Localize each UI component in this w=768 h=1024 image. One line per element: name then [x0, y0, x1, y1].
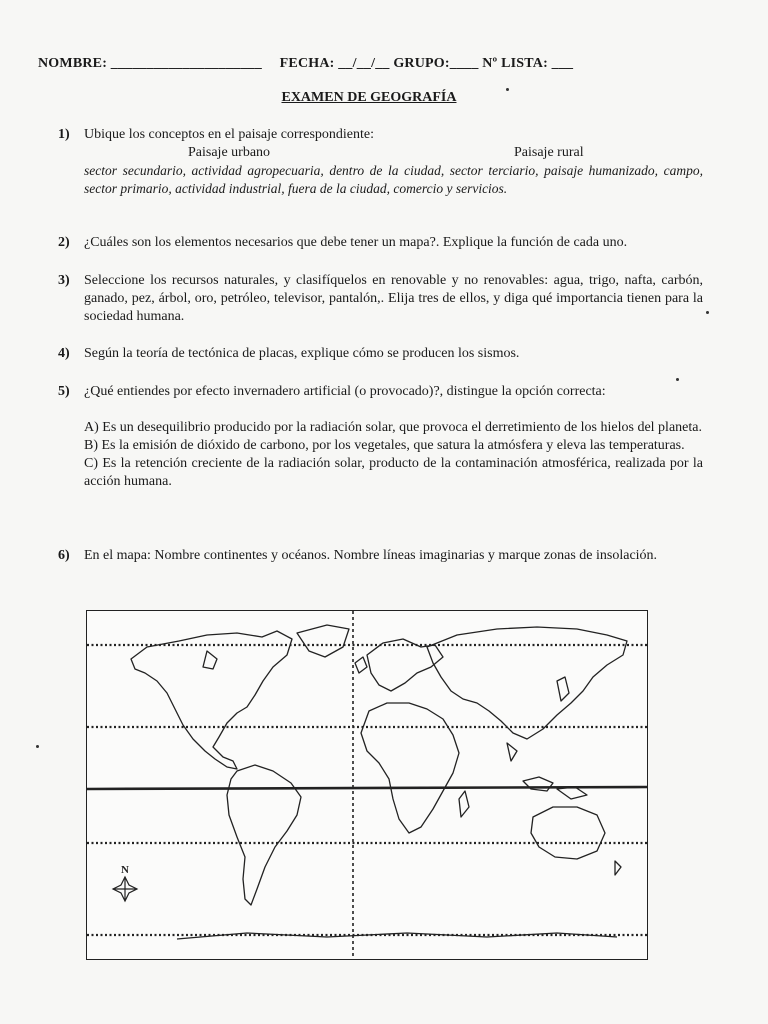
- question-6: [58, 547, 658, 565]
- question-number: 5): [58, 384, 70, 399]
- fecha-field[interactable]: FECHA: __/__/__: [279, 56, 390, 71]
- question-number: 4): [58, 346, 70, 361]
- question-5: [58, 383, 703, 491]
- question-text: Seleccione los recursos naturales, y clasifíquelos en renovable y no renovables: agua, trigo, nafta, carbón, ganado, pez, árbol, oro, petróleo, televisor, pantalón,. Elija tres de ellos, y diga qué importancia tienen para la sociedad humana.: [84, 273, 703, 324]
- label-paisaje-rural: Paisaje rural: [514, 145, 584, 160]
- greenland-outline: [297, 625, 349, 657]
- grupo-field[interactable]: GRUPO:____: [393, 56, 479, 71]
- question-text: En el mapa: Nombre continentes y océanos. Nombre líneas imaginarias y marque zonas de insolación.: [84, 548, 658, 563]
- question-number: 1): [58, 127, 70, 142]
- scan-speck: [706, 311, 709, 314]
- compass-rose-icon: [113, 877, 137, 901]
- world-map-drawing: [87, 611, 647, 959]
- question-number: 6): [58, 548, 70, 563]
- landscape-labels: [84, 144, 703, 162]
- label-paisaje-urbano: Paisaje urbano: [188, 145, 271, 160]
- question-3: [58, 272, 703, 326]
- question-number: 2): [58, 235, 70, 250]
- question-1: [58, 126, 703, 198]
- student-header: [38, 56, 698, 72]
- question-4: [58, 345, 703, 363]
- scan-speck: [506, 88, 509, 91]
- nombre-field[interactable]: NOMBRE: _____________________: [38, 56, 262, 71]
- lista-field[interactable]: Nº LISTA: ___: [482, 56, 574, 71]
- question-text: ¿Qué entiendes por efecto invernadero artificial (o provocado)?, distingue la opción correcta:: [84, 384, 606, 399]
- question-text: Ubique los conceptos en el paisaje correspondiente:: [84, 127, 375, 142]
- option-c[interactable]: C) Es la retención creciente de la radiación solar, producto de la contaminación atmosférica, realizada por la acción humana.: [84, 456, 703, 489]
- compass-north-label: N: [121, 864, 129, 876]
- africa-outline: [361, 703, 459, 833]
- scan-speck: [36, 745, 39, 748]
- australia-outline: [531, 807, 605, 859]
- europe-outline: [367, 639, 443, 691]
- north-america-outline: [131, 631, 292, 769]
- question-text: ¿Cuáles son los elementos necesarios que debe tener un mapa?. Explique la función de cada uno.: [84, 235, 628, 250]
- south-america-outline: [227, 765, 301, 905]
- scan-speck: [676, 378, 679, 381]
- world-map[interactable]: [86, 610, 648, 960]
- asia-outline: [427, 627, 627, 739]
- question-2: [58, 234, 703, 252]
- exam-title: EXAMEN DE GEOGRAFÍA: [281, 90, 457, 105]
- concepts-list: sector secundario, actividad agropecuaria, dentro de la ciudad, sector terciario, paisaje humanizado, campo, sector primario, actividad industrial, fuera de la ciudad, comercio y servicios.: [84, 163, 703, 196]
- option-b[interactable]: B) Es la emisión de dióxido de carbono, por los vegetales, que satura la atmósfera y eleva las temperaturas.: [84, 438, 685, 453]
- question-text: Según la teoría de tectónica de placas, explique cómo se producen los sismos.: [84, 346, 520, 361]
- question-number: 3): [58, 273, 70, 288]
- option-a[interactable]: A) Es un desequilibrio producido por la radiación solar, que provoca el derretimiento de los hielos del planeta.: [84, 420, 702, 435]
